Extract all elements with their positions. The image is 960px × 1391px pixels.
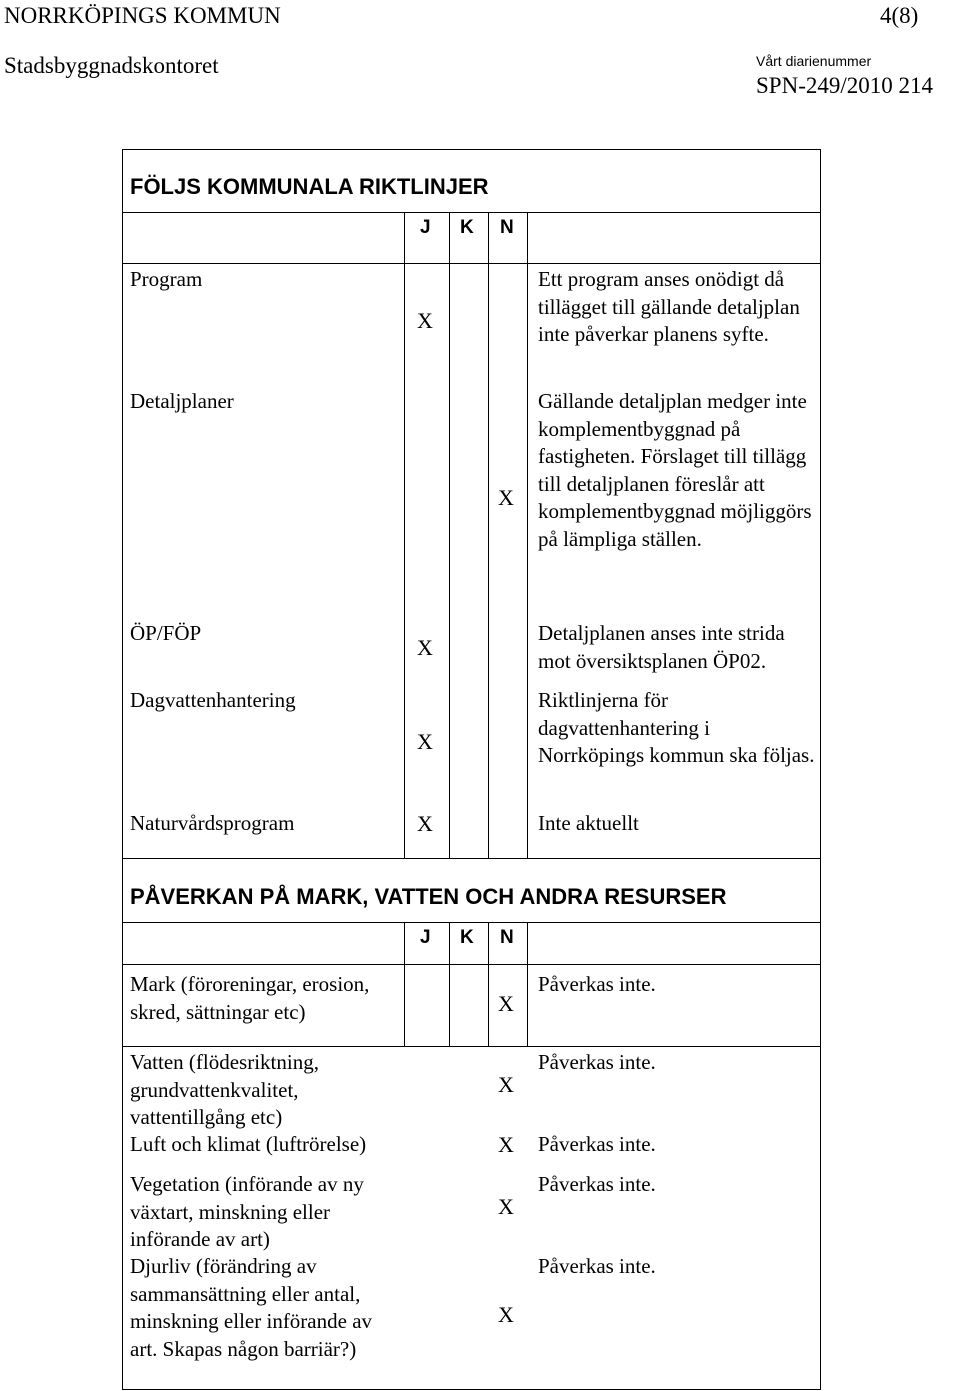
section1-col-n: N — [500, 217, 514, 238]
row-comment: Påverkas inte. — [538, 972, 656, 996]
office-name: Stadsbyggnadskontoret — [4, 53, 219, 78]
row-mark: X — [498, 991, 514, 1016]
section1-col-j: J — [420, 217, 431, 238]
row-mark: X — [498, 1132, 514, 1157]
row-label: Program — [130, 267, 203, 291]
row-mark: X — [498, 1302, 514, 1327]
row-comment: Påverkas inte. — [538, 1172, 656, 1196]
section1-col-k: K — [460, 217, 474, 238]
section2-col-k: K — [460, 927, 474, 948]
row-comment: Ett program anses onödigt då tillägget till gällande detaljplan inte påverkar planens syfte. — [538, 267, 800, 346]
section2-col-j: J — [420, 927, 431, 948]
row-comment: Inte aktuellt — [538, 811, 639, 835]
row-mark: X — [498, 1072, 514, 1097]
row-comment: Riktlinjerna för dagvattenhantering i Norrköpings kommun ska följas. — [538, 688, 815, 767]
row-label: Luft och klimat (luftrörelse) — [130, 1132, 367, 1156]
reference-label: Vårt diarienummer — [756, 53, 872, 69]
row-comment: Detaljplanen anses inte strida mot översiktsplanen ÖP02. — [538, 621, 785, 673]
row-mark: X — [417, 811, 433, 836]
row-mark: X — [498, 1194, 514, 1219]
row-mark: X — [498, 485, 514, 510]
row-comment: Påverkas inte. — [538, 1254, 656, 1278]
section1-title: FÖLJS KOMMUNALA RIKTLINJER — [130, 174, 489, 199]
row-comment: Påverkas inte. — [538, 1050, 656, 1074]
page-number: 4(8) — [880, 3, 919, 28]
row-label: Djurliv (förändring av sammansättning eller antal, minskning eller införande av art. Skapas någon barriär?) — [130, 1254, 373, 1361]
row-mark: X — [417, 308, 433, 333]
row-comment: Påverkas inte. — [538, 1132, 656, 1156]
reference-number: SPN-249/2010 214 — [756, 73, 933, 98]
row-label: Naturvårdsprogram — [130, 811, 295, 835]
row-label: Vegetation (införande av ny växtart, minskning eller införande av art) — [130, 1172, 364, 1251]
row-label: Vatten (flödesriktning, grundvattenkvalitet, vattentillgång etc) — [130, 1050, 319, 1129]
row-mark: X — [417, 635, 433, 660]
row-label: Detaljplaner — [130, 389, 234, 413]
row-label: Dagvattenhantering — [130, 688, 296, 712]
row-comment: Gällande detaljplan medger inte komplementbyggnad på fastigheten. Förslaget till tillägg till detaljplanen föreslår att komplementbyggnad möjliggörs på lämpliga ställen. — [538, 389, 812, 551]
section2-title: PÅVERKAN PÅ MARK, VATTEN OCH ANDRA RESURSER — [130, 884, 727, 909]
row-mark: X — [417, 729, 433, 754]
row-label: ÖP/FÖP — [130, 621, 202, 645]
municipality-name: NORRKÖPINGS KOMMUN — [4, 3, 281, 28]
section2-col-n: N — [500, 927, 514, 948]
row-label: Mark (föroreningar, erosion, skred, sättningar etc) — [130, 972, 370, 1024]
